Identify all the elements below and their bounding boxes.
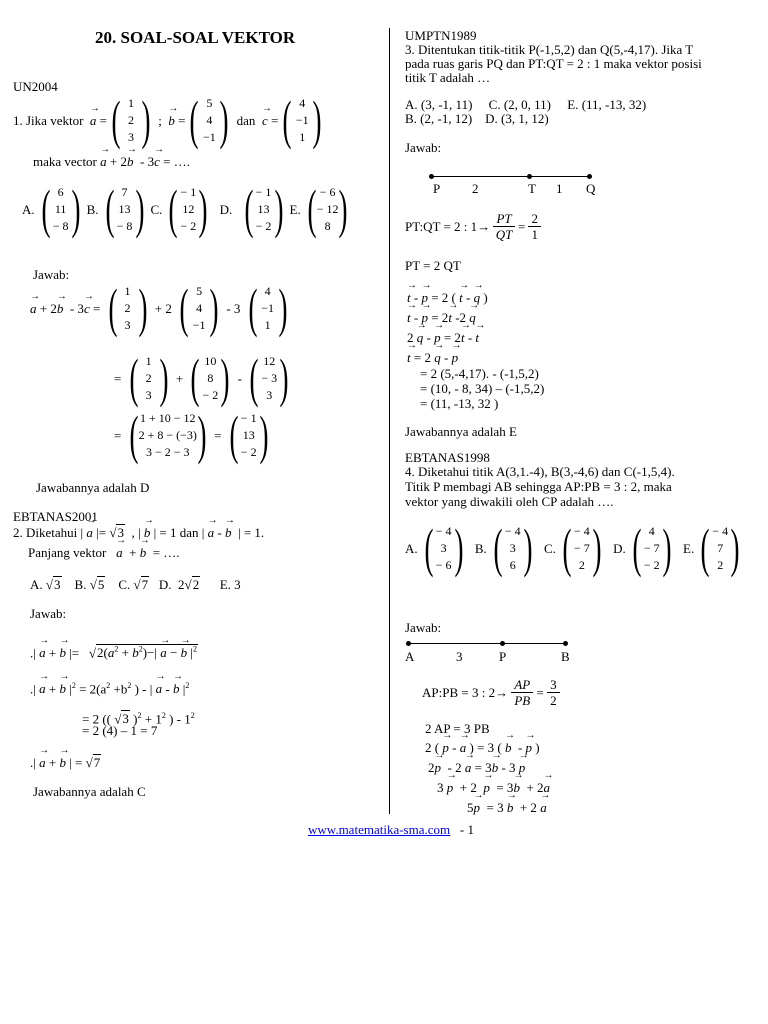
- q2-line2: .| → a + → b $|^2 = 2(a^2 +b^2$ ) - | → a - → b $|^2$: [30, 678, 189, 696]
- q3-answer: Jawabannya adalah E: [405, 424, 517, 439]
- website-link[interactable]: www.matematika-sma.com: [308, 822, 451, 837]
- q3-eq1: → t - → p = 2 ( → t - → q ): [407, 290, 488, 305]
- q2-jawab: Jawab:: [30, 606, 67, 621]
- q4-label-b: B: [561, 649, 570, 664]
- q2-answer: Jawabannya adalah C: [33, 784, 146, 799]
- q3-label-1: 1: [556, 181, 563, 196]
- q1-question-expr: maka vector → a + 2→ b - 3→ c = ….: [33, 154, 190, 169]
- q1-statement: 1. Jika vektor → a = ( 1 2 3 ) ; → b = ( 5 4 −1 ) dan → c = ( 4 −1 1 ): [13, 94, 326, 146]
- q4-source: EBTANAS1998: [405, 450, 490, 465]
- q1-source: UN2004: [13, 79, 58, 94]
- q4-label-p: P: [499, 649, 507, 664]
- q4-segment-line: [408, 643, 566, 644]
- q3-text-1: 3. Ditentukan titik-titik P(-1,5,2) dan Q(5,-4,17). Jika T: [405, 42, 694, 57]
- q1-step2: = ( 1 2 3 ) + ( 10 8 − 2 ) - ( 12 − 3 3 ): [114, 348, 289, 408]
- q4-ratio: AP:PB = 3 : 2 → $\frac{AP}{PB}$ = $\frac{3}{2}$: [422, 675, 560, 709]
- q4-label-a: A: [405, 649, 415, 664]
- q4-options: A. ( − 4 3 − 6 ) B. ( − 4 3 6 ) C. ( − 4 − 7 2 ) D. ( 4 − 7 − 2 ) E. ( − 4 7 2 ): [405, 518, 740, 578]
- q4-point-a: [406, 641, 411, 646]
- q1-step1: → a + 2 → b - 3 → c = ( 1 2 3 ) + 2 ( 5 4 −1 ) - 3 ( 4 −1 1 ): [30, 282, 292, 334]
- q1-vector-b: ( 5 4 −1 ): [189, 90, 229, 150]
- q3-segment-line: [431, 176, 591, 177]
- q4-jawab: Jawab:: [405, 620, 442, 635]
- column-divider: [389, 28, 390, 814]
- q3-label-2: 2: [472, 181, 479, 196]
- q4-text-1: 4. Diketahui titik A(3,1.-4), B(3,-4,6) dan C(-1,5,4).: [405, 464, 675, 479]
- q2-line3: = 2 (( √3 )$^2 + 1^2$ ) - $1^2$: [82, 711, 195, 727]
- q4-eq3: 2→ p - 2 → a = 3→ b - 3 → p: [428, 760, 525, 775]
- q1-intro: 1. Jika vektor: [13, 112, 84, 128]
- q1-options: A. ( 6 11 − 8 ) B. ( 7 13 − 8 ) C. ( − 1 12 − 2 ) D. ( − 1 13 − 2 ) E. ( − 6 − 12 8 ): [22, 179, 348, 239]
- q3-source: UMPTN1989: [405, 28, 477, 43]
- q3-calc-3: = (11, -13, 32 ): [420, 396, 499, 411]
- q1-vector-a: ( 1 2 3 ): [111, 90, 151, 150]
- q4-point-p: [500, 641, 505, 646]
- q2-statement: 2. Diketahui | → a |= √3 , | → b | = 1 dan | → a - → b | = 1.: [13, 525, 264, 540]
- q4-text-2: Titik P membagi AB sehingga AP:PB = 3 : 2, maka: [405, 479, 672, 494]
- q4-point-b: [563, 641, 568, 646]
- q1-step3: = ( 1 + 10 − 12 2 + 8 − (−3) 3 − 2 − 3 ) = ( − 1 13 − 2 ): [114, 405, 269, 465]
- q2-source: EBTANAS2001: [13, 509, 98, 524]
- q3-options-row2: B. (2, -1, 12) D. (3, 1, 12): [405, 111, 549, 126]
- page-number: - 1: [459, 822, 474, 837]
- q3-text-2: pada ruas garis PQ dan PT:QT = 2 : 1 maka vektor posisi: [405, 56, 702, 71]
- q2-line1: .| → a + → b |= $√2(a^2 + b^2)-| \to a$ − → b $|^2$: [30, 642, 198, 660]
- q3-point-q: [587, 174, 592, 179]
- q2-line4: = 2 (4) – 1 = 7: [82, 723, 158, 738]
- q4-eq4: 3 → p + 2 → p = 3→ b + 2→ a: [437, 780, 550, 795]
- q2-line5: .| → a + → b | = √7: [30, 755, 101, 770]
- q3-label-t: T: [528, 181, 536, 196]
- q4-eq5: 5→ p = 3 → b + 2 → a: [467, 800, 547, 815]
- q3-jawab: Jawab:: [405, 140, 442, 155]
- page-footer: [308, 822, 474, 837]
- q3-label-q: Q: [586, 181, 596, 196]
- q4-eq2: 2 ( → p - → a ) = 3 ( → b - → p ): [425, 740, 540, 755]
- q3-calc-1: = 2 (5,-4,17). - (-1,5,2): [420, 366, 539, 381]
- q3-pt: PT = 2 QT: [405, 258, 461, 273]
- q1-jawab: Jawab:: [33, 267, 70, 282]
- q1-answer: Jawabannya adalah D: [36, 480, 150, 495]
- q4-label-3: 3: [456, 649, 463, 664]
- q3-eq2: → t - → p = 2→ t -2 → q: [407, 310, 476, 325]
- q3-ratio: PT:QT = 2 : 1 → $\frac{PT}{QT}$ = $\frac{2}{1}$: [405, 209, 541, 243]
- q4-eq1: 2 AP = 3 PB: [425, 721, 490, 736]
- q2-question: Panjang vektor → a + → b = ….: [28, 545, 180, 560]
- q4-text-3: vektor yang diwakili oleh CP adalah ….: [405, 494, 614, 509]
- q3-point-p: [429, 174, 434, 179]
- q3-text-3: titik T adalah …: [405, 70, 491, 85]
- q3-options-row1: A. (3, -1, 11) C. (2, 0, 11) E. (11, -13, 32): [405, 97, 647, 112]
- q3-eq3: 2 → q - → p = 2→ t - → t: [407, 330, 479, 345]
- q3-label-p: P: [433, 181, 441, 196]
- page-title: 20. SOAL-SOAL VEKTOR: [95, 28, 296, 47]
- q3-eq4: → t = 2 → q - → p: [407, 350, 458, 365]
- q3-point-t: [527, 174, 532, 179]
- q3-calc-2: = (10, - 8, 34) – (-1,5,2): [420, 381, 545, 396]
- q2-options: A. √3 B. √5 C. √7 D. 2√2 E. 3: [30, 577, 241, 592]
- q1-vector-c: ( 4 −1 1 ): [282, 90, 322, 150]
